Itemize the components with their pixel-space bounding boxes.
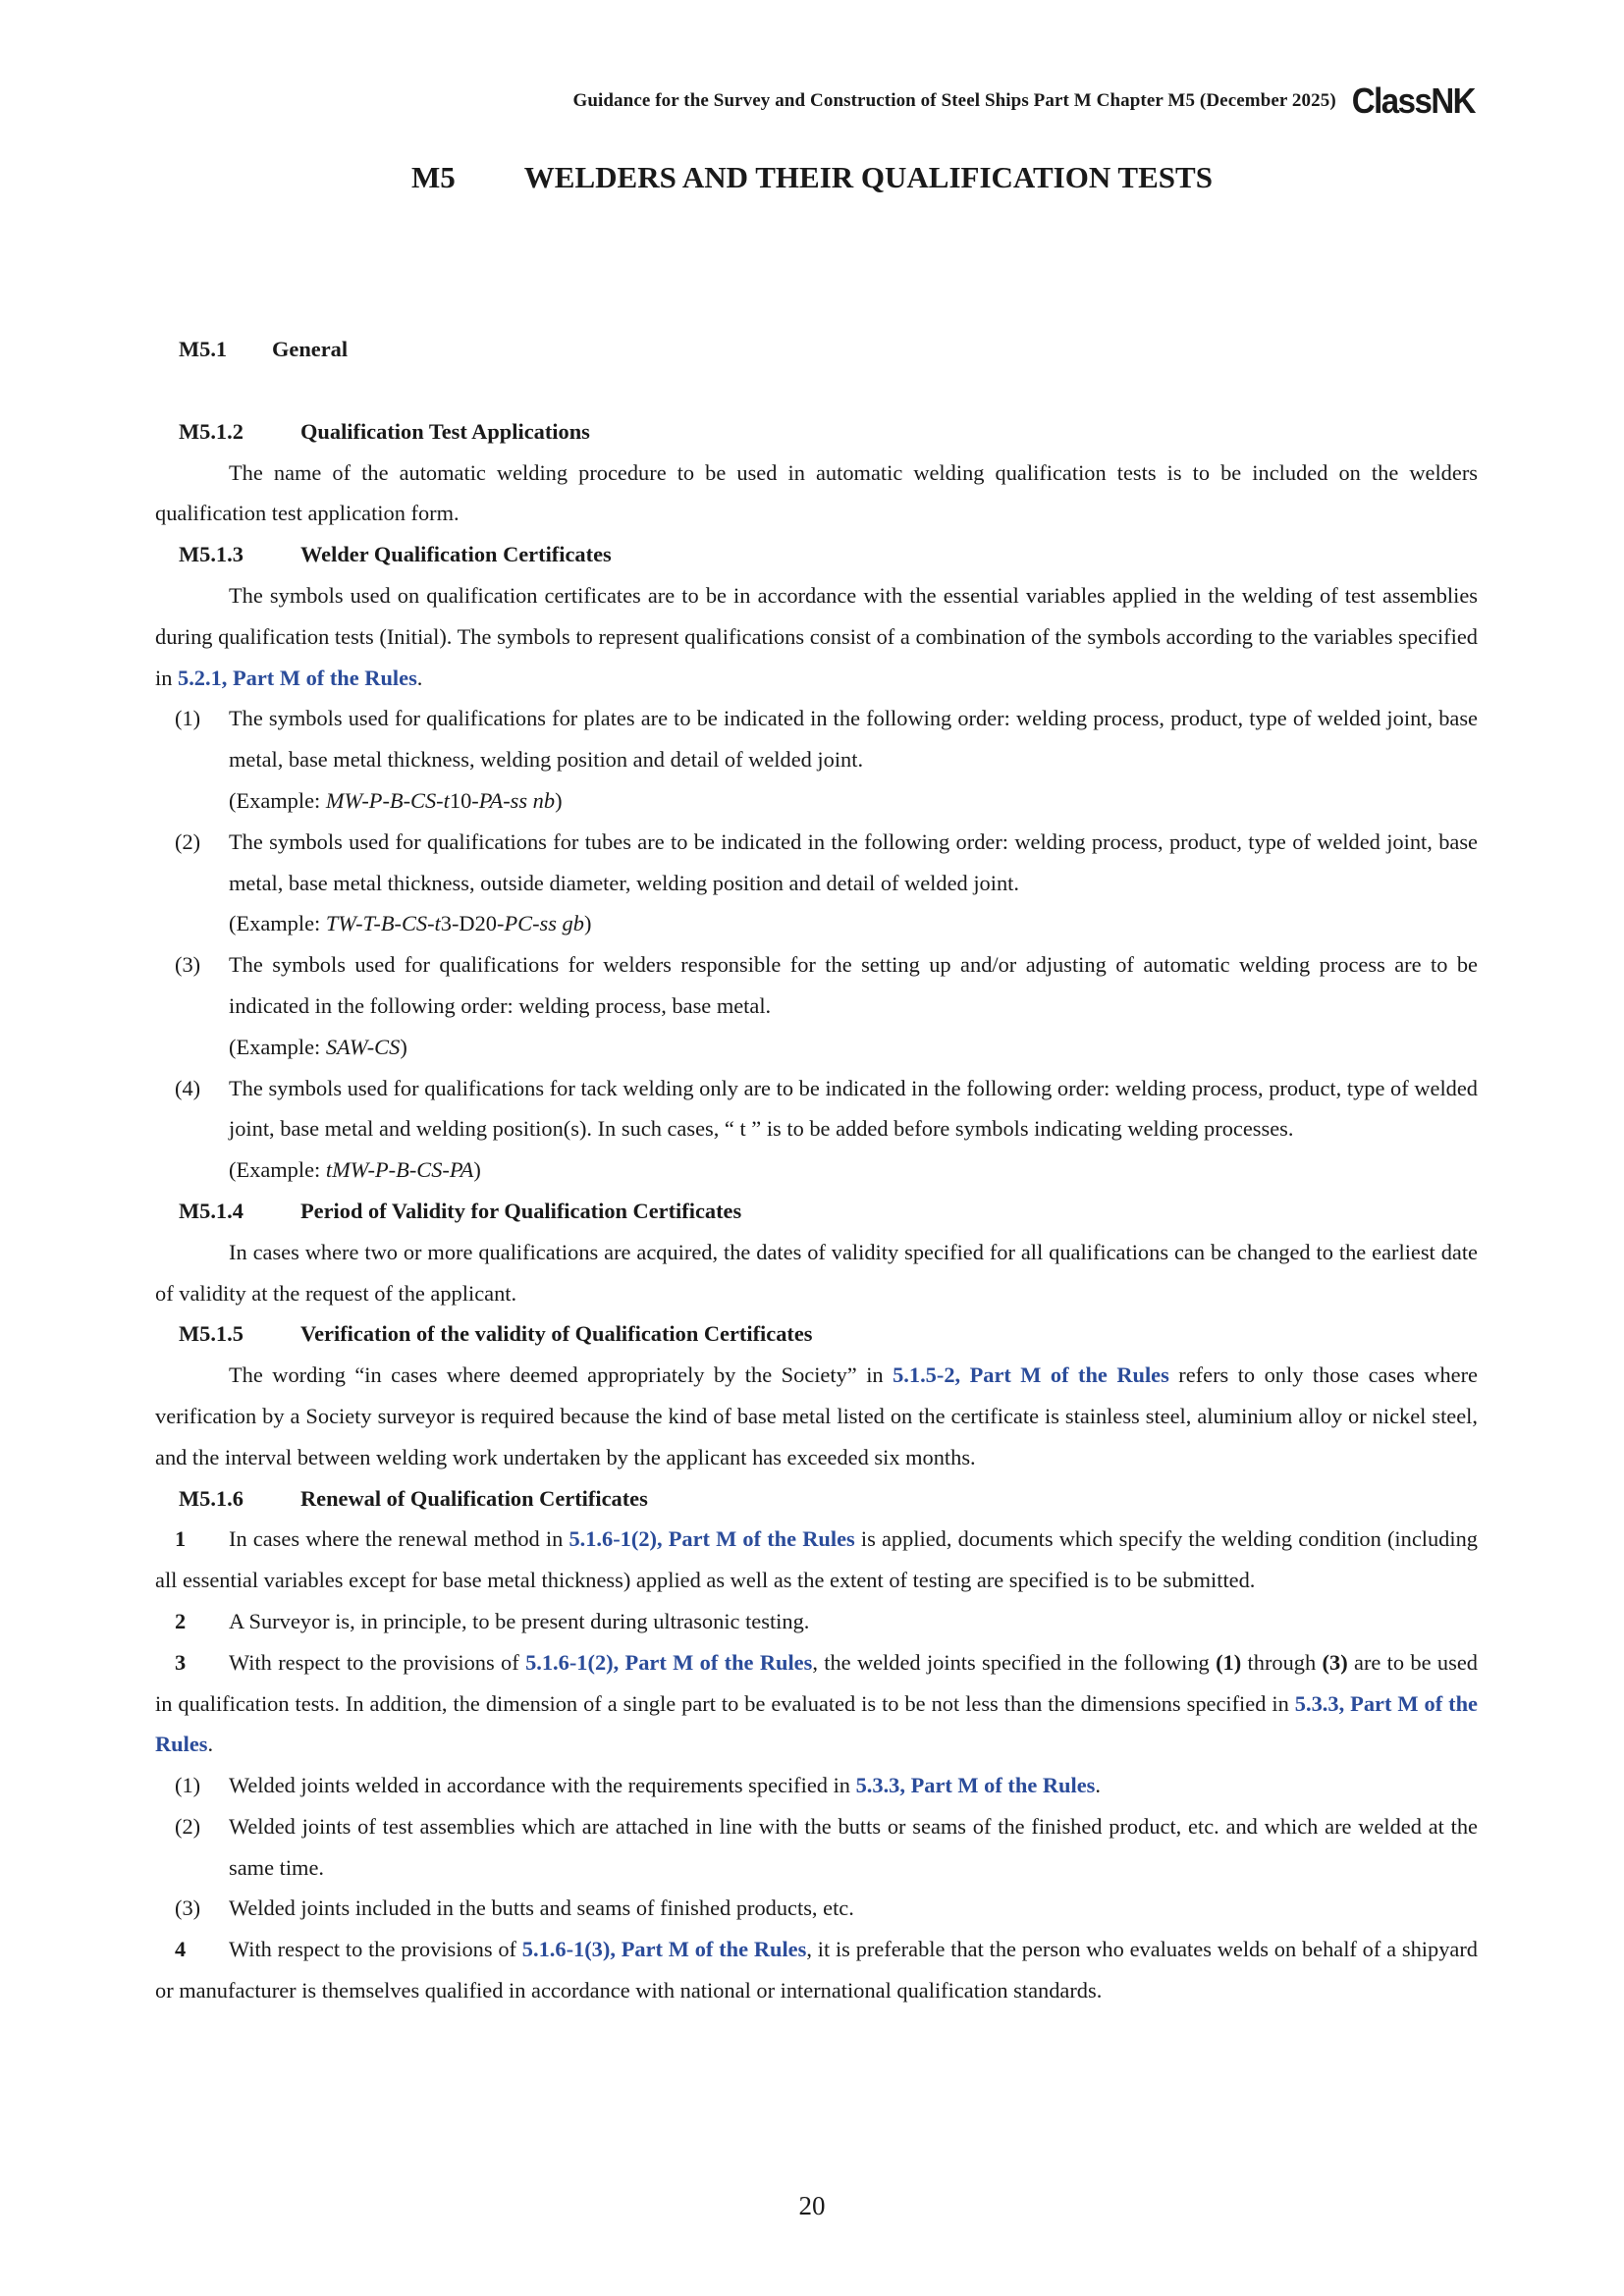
example-line xyxy=(155,1027,1478,1068)
example-symbol: 3-D20- xyxy=(440,911,505,936)
list-item-text: The symbols used for qualifications for welders responsible for the setting up and/or adjusting of automatic welding process are to be indicated in the following order: welding process, base metal. xyxy=(229,952,1478,1018)
list-item xyxy=(155,698,1478,780)
chapter-title xyxy=(0,160,1624,195)
text: , it is preferable that the person who evaluates welds on behalf of a shipyard or manufacturer is themselves qualified in accordance with national or international qualification standards. xyxy=(155,1937,1478,2003)
subsection-title: Welder Qualification Certificates xyxy=(300,542,612,567)
example-symbol: tMW-P-B-CS-PA xyxy=(325,1157,474,1183)
paragraph-number: 3 xyxy=(175,1649,187,1675)
list-item xyxy=(155,944,1478,1027)
section-number: M5.1 xyxy=(179,337,228,361)
subsection-number: M5.1.5 xyxy=(179,1321,244,1347)
example-symbol: PA-ss nb xyxy=(478,787,556,813)
text: The symbols used on qualification certificates are to be in accordance with the essential variables applied in the welding of test assemblies during qualification tests (Initial). The symbols to represent qualifications consist of a combination of the symbols according to the variables specified in xyxy=(155,582,1478,690)
subsection-title: Period of Validity for Qualification Certificates xyxy=(300,1198,742,1223)
subsection-title: Qualification Test Applications xyxy=(300,418,590,444)
numbered-paragraph xyxy=(155,1642,1478,1765)
list-marker: (1) xyxy=(175,706,201,731)
subsection-heading-m5-1-5 xyxy=(179,1313,1478,1355)
text: With respect to the provisions of xyxy=(229,1937,522,1962)
subsection-heading-m5-1-4 xyxy=(179,1191,1478,1232)
document-body xyxy=(155,329,1478,2011)
paragraph: The name of the automatic welding procedure to be used in automatic welding qualification tests is to be included on the welders qualification test application form. xyxy=(155,459,1478,526)
text: ) xyxy=(473,1157,481,1183)
rule-reference-link[interactable]: 5.1.5-2, Part M of the Rules xyxy=(893,1362,1169,1388)
text: . xyxy=(207,1732,214,1757)
list-marker: (2) xyxy=(175,828,201,854)
text: In cases where the renewal method in xyxy=(229,1526,569,1552)
list-item-text: The symbols used for qualifications for tack welding only are to be indicated in the following order: welding process, product, type of welded joint, base metal and welding position(s). In such cases, “ t ” is to be added before symbols indicating welding processes. xyxy=(229,1075,1478,1142)
text: is applied, documents which specify the welding condition (including all essential variables except for base metal thickness) applied as well as the extent of testing are specified is to be submitted. xyxy=(155,1526,1478,1593)
list-item xyxy=(155,1765,1478,1806)
numbered-paragraph xyxy=(155,1601,1478,1642)
paragraph-number: 4 xyxy=(175,1937,187,1962)
paragraph xyxy=(155,1355,1478,1477)
example-symbol: PC-ss gb xyxy=(504,911,584,936)
subsection-number: M5.1.3 xyxy=(179,542,244,567)
example-symbol: 10- xyxy=(449,787,479,813)
list-marker: (2) xyxy=(175,1813,201,1839)
text: , the welded joints specified in the following xyxy=(812,1649,1217,1675)
example-line xyxy=(155,1149,1478,1191)
numbered-paragraph xyxy=(155,1929,1478,2011)
running-header xyxy=(572,82,1475,120)
subsection-heading-m5-1-6 xyxy=(179,1478,1478,1520)
text: With respect to the provisions of xyxy=(229,1649,526,1675)
list-marker: (3) xyxy=(175,952,201,978)
example-line xyxy=(155,780,1478,822)
list-item-text: Welded joints of test assemblies which are attached in line with the butts or seams of the finished product, etc. and which are welded at the same time. xyxy=(229,1813,1478,1880)
paragraph xyxy=(155,575,1478,698)
text: (1) xyxy=(1216,1649,1242,1675)
list-item xyxy=(155,1888,1478,1929)
classnk-logo: ClassNK xyxy=(1351,80,1475,121)
list-item xyxy=(155,822,1478,904)
list-item-text: Welded joints included in the butts and seams of finished products, etc. xyxy=(229,1896,854,1921)
rule-reference-link[interactable]: 5.1.6-1(3), Part M of the Rules xyxy=(521,1937,807,1962)
text: are to be used in qualification tests. In addition, the dimension of a single part to be evaluated is to be not less than the dimensions specified in xyxy=(155,1649,1478,1716)
rule-reference-link[interactable]: 5.1.6-1(2), Part M of the Rules xyxy=(525,1649,813,1675)
list-marker: (1) xyxy=(175,1773,201,1798)
paragraph-number: 1 xyxy=(175,1526,187,1552)
rule-reference-link[interactable]: 5.3.3, Part M of the Rules xyxy=(855,1773,1096,1798)
subsection-number: M5.1.4 xyxy=(179,1198,244,1223)
subsection-heading-m5-1-3 xyxy=(179,534,1478,575)
text: A Surveyor is, in principle, to be present during ultrasonic testing. xyxy=(229,1608,810,1633)
text: (3) xyxy=(1322,1649,1348,1675)
text: The wording “in cases where deemed appropriately by the Society” in xyxy=(229,1362,893,1388)
list-item xyxy=(155,1068,1478,1150)
example-symbol: SAW-CS xyxy=(325,1034,401,1059)
list-item-text xyxy=(229,1765,1478,1806)
paragraph: In cases where two or more qualifications are acquired, the dates of validity specified for all qualifications can be changed to the earliest date of validity at the request of the applicant. xyxy=(155,1239,1478,1306)
text: (Example: xyxy=(229,1157,326,1183)
chapter-number: M5 xyxy=(411,160,456,194)
running-title: Guidance for the Survey and Construction of Steel Ships Part M Chapter M5 (December 2025) xyxy=(572,90,1336,111)
subsection-number: M5.1.6 xyxy=(179,1485,244,1511)
example-line xyxy=(155,903,1478,944)
text: . xyxy=(1095,1773,1101,1798)
paragraph-number: 2 xyxy=(175,1608,187,1633)
chapter-heading: WELDERS AND THEIR QUALIFICATION TESTS xyxy=(523,160,1213,194)
list-marker: (4) xyxy=(175,1075,201,1100)
list-marker: (3) xyxy=(175,1896,201,1921)
text: ) xyxy=(555,787,563,813)
example-symbol: MW-P-B-CS-t xyxy=(325,787,450,813)
text: through xyxy=(1241,1649,1323,1675)
list-item-text: The symbols used for qualifications for plates are to be indicated in the following order: welding process, product, type of welded joint, base metal, base metal thickness, welding position and detail of welded joint. xyxy=(229,706,1478,773)
example-symbol: TW-T-B-CS-t xyxy=(325,911,441,936)
text: refers to only those cases where verification by a Society surveyor is required because the kind of base metal listed on the certificate is stainless steel, aluminium alloy or nickel steel, and the interval between welding work undertaken by the applicant has exceeded six months. xyxy=(155,1362,1478,1469)
subsection-title: Renewal of Qualification Certificates xyxy=(300,1485,648,1511)
section-heading xyxy=(179,329,1478,370)
text: (Example: xyxy=(229,1034,326,1059)
subsection-title: Verification of the validity of Qualification Certificates xyxy=(300,1321,813,1347)
text: ) xyxy=(583,911,592,936)
list-item xyxy=(155,1806,1478,1889)
text: (Example: xyxy=(229,787,326,813)
list-item-text: The symbols used for qualifications for tubes are to be indicated in the following order: welding process, product, type of welded joint, base metal, base metal thickness, outside diameter, welding position and detail of welded joint. xyxy=(229,828,1478,895)
rule-reference-link[interactable]: 5.3.3, Part M of the Rules xyxy=(155,1690,1478,1757)
rule-reference-link[interactable]: 5.1.6-1(2), Part M of the Rules xyxy=(568,1526,855,1552)
subsection-heading-m5-1-2 xyxy=(179,411,1478,453)
page-number: 20 xyxy=(798,2191,826,2220)
text: Welded joints welded in accordance with the requirements specified in xyxy=(229,1773,856,1798)
section-title: General xyxy=(272,337,349,361)
subsection-number: M5.1.2 xyxy=(179,418,244,444)
text: . xyxy=(416,665,423,690)
text: ) xyxy=(400,1034,407,1059)
numbered-paragraph xyxy=(155,1519,1478,1601)
text: (Example: xyxy=(229,911,326,936)
rule-reference-link[interactable]: 5.2.1, Part M of the Rules xyxy=(178,665,417,690)
